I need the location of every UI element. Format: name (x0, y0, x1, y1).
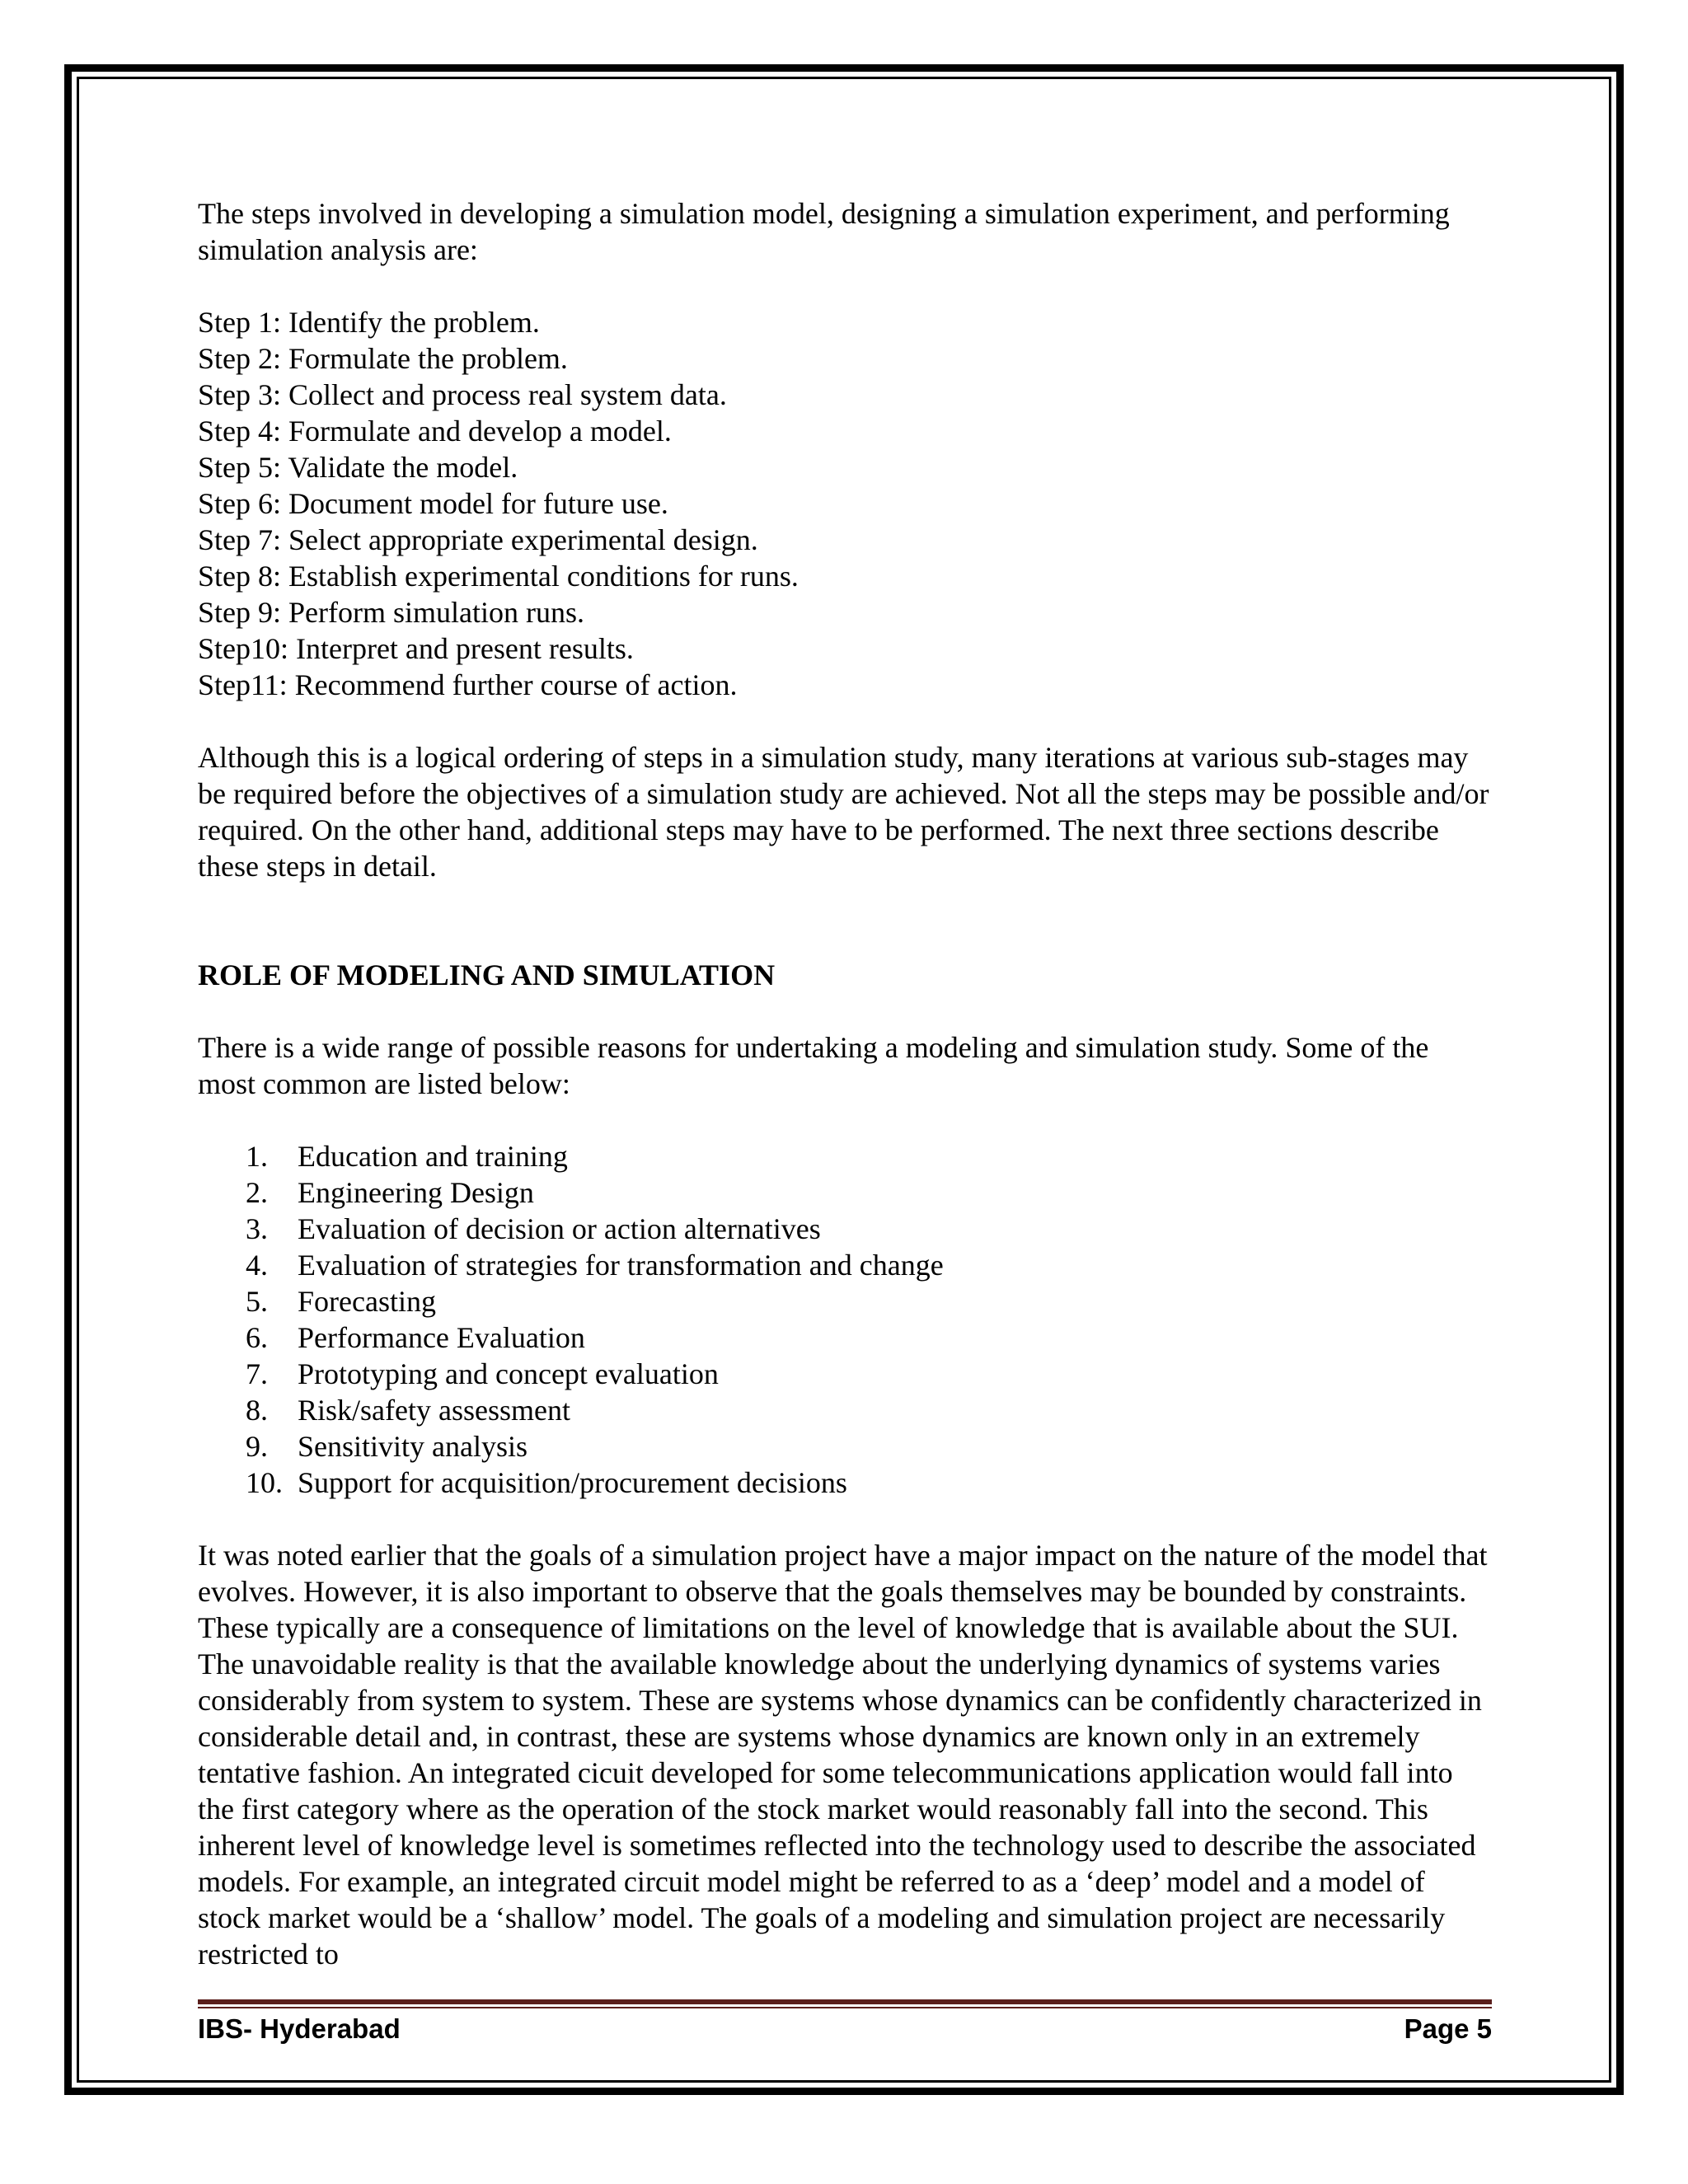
reasons-intro-paragraph: There is a wide range of possible reasons for undertaking a modeling and simulation study. Some of the most common are listed below: (198, 1031, 1429, 1100)
list-item (198, 1465, 1492, 1501)
step-item: Step 3: Collect and process real system data. (198, 378, 727, 411)
list-item (198, 1211, 1492, 1247)
step-item: Step 5: Validate the model. (198, 451, 518, 484)
list-number: 1. (246, 1140, 268, 1173)
section-heading: ROLE OF MODELING AND SIMULATION (198, 958, 776, 991)
list-text: Support for acquisition/procurement decisions (298, 1466, 847, 1499)
footer-rule-thin (198, 2007, 1492, 2008)
step-item: Step 6: Document model for future use. (198, 487, 668, 520)
list-number: 3. (246, 1212, 268, 1245)
list-item (198, 1428, 1492, 1465)
list-text: Evaluation of decision or action alternatives (298, 1212, 821, 1245)
list-number: 9. (246, 1430, 268, 1463)
steps-list (198, 304, 1492, 703)
footer-rule (198, 1999, 1492, 2004)
list-item (198, 1138, 1492, 1174)
list-number: 5. (246, 1285, 268, 1318)
footer-institution: IBS- Hyderabad (198, 2013, 401, 2044)
list-number: 8. (246, 1394, 268, 1427)
intro-paragraph: The steps involved in developing a simulation model, designing a simulation experiment, and performing simulation analysis are: (198, 197, 1450, 266)
list-number: 4. (246, 1249, 268, 1282)
page-number: Page 5 (1404, 2013, 1492, 2044)
list-item (198, 1392, 1492, 1428)
page-content (198, 195, 1492, 2008)
step-item: Step 8: Establish experimental conditions for runs. (198, 560, 799, 593)
list-text: Performance Evaluation (298, 1321, 585, 1354)
reasons-list (198, 1138, 1492, 1501)
list-text: Prototyping and concept evaluation (298, 1357, 719, 1390)
step-item: Step 2: Formulate the problem. (198, 342, 568, 375)
list-number: 6. (246, 1321, 268, 1354)
goals-paragraph: It was noted earlier that the goals of a simulation project have a major impact on the nature of the model that evolves. However, it is also important to observe that the goals themselves may be bounded by constraints. These typically are a consequence of limitations on the level of knowledge that is available about the SUI. The unavoidable reality is that the available knowledge about the underlying dynamics of systems varies considerably from system to system. These are systems whose dynamics can be confidently characterized in considerable detail and, in contrast, these are systems whose dynamics are known only in an extremely tentative fashion. An integrated cicuit developed for some telecommunications application would fall into the first category where as the operation of the stock market would reasonably fall into the second. This inherent level of knowledge level is sometimes reflected into the technology used to describe the associated models. For example, an integrated circuit model might be referred to as a ‘deep’ model and a model of stock market would be a ‘shallow’ model. The goals of a modeling and simulation project are necessarily restricted to (198, 1539, 1488, 1971)
list-item (198, 1319, 1492, 1356)
list-text: Risk/safety assessment (298, 1394, 570, 1427)
list-text: Evaluation of strategies for transformation and change (298, 1249, 944, 1282)
list-text: Engineering Design (298, 1176, 534, 1209)
list-text: Sensitivity analysis (298, 1430, 528, 1463)
list-text: Education and training (298, 1140, 568, 1173)
although-paragraph: Although this is a logical ordering of steps in a simulation study, many iterations at various sub-stages may be required before the objectives of a simulation study are achieved. Not all the steps may be possible and/or required. On the other hand, additional steps may have to be performed. The next three sections describe these steps in detail. (198, 741, 1489, 883)
list-item (198, 1356, 1492, 1392)
list-item (198, 1283, 1492, 1319)
step-item: Step11: Recommend further course of action. (198, 668, 738, 701)
step-item: Step 1: Identify the problem. (198, 306, 540, 339)
list-number: 7. (246, 1357, 268, 1390)
list-text: Forecasting (298, 1285, 436, 1318)
step-item: Step10: Interpret and present results. (198, 632, 634, 665)
step-item: Step 7: Select appropriate experimental design. (198, 523, 758, 556)
list-item (198, 1174, 1492, 1211)
step-item: Step 4: Formulate and develop a model. (198, 415, 672, 448)
list-number: 10. (246, 1466, 283, 1499)
step-item: Step 9: Perform simulation runs. (198, 596, 584, 629)
list-number: 2. (246, 1176, 268, 1209)
list-item (198, 1247, 1492, 1283)
